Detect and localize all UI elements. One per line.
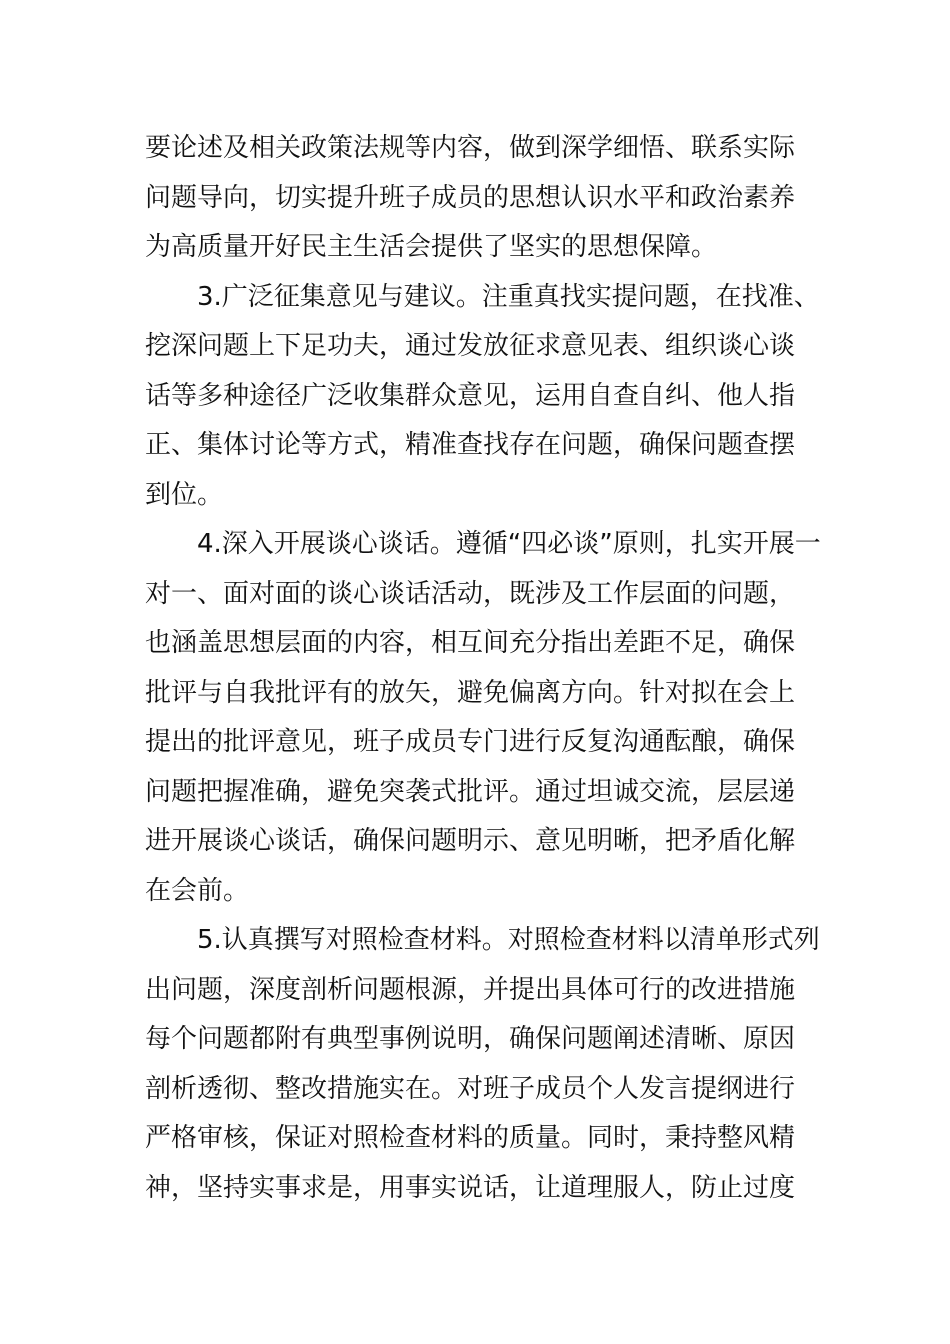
text-line: 在会前。 (145, 875, 250, 906)
text-line: 正、集体讨论等方式，精准查找存在问题，确保问题查摆 (145, 430, 796, 460)
text-line: 每个问题都附有典型事例说明，确保问题阐述清晰、原因 (145, 1024, 796, 1054)
text-line: 为高质量开好民主生活会提供了坚实的思想保障。 (145, 232, 718, 262)
text-line: 进开展谈心谈话，确保问题明示、意见明晰，把矛盾化解 (145, 826, 796, 856)
text-line: 提出的批评意见，班子成员专门进行反复沟通酝酿，确保 (145, 727, 796, 757)
text-line: 剖析透彻、整改措施实在。对班子成员个人发言提纲进行 (145, 1073, 796, 1104)
text-line: 话等多种途径广泛收集群众意见，运用自查自纠、他人指 (145, 380, 796, 411)
text-line: 对一、面对面的谈心谈话活动，既涉及工作层面的问题， (145, 578, 796, 609)
paragraph-first-line: 5.认真撰写对照检查材料。对照检查材料以清单形式列 (197, 925, 820, 955)
text-line: 挖深问题上下足功夫，通过发放征求意见表、组织谈心谈 (145, 331, 796, 361)
text-line: 严格审核，保证对照检查材料的质量。同时，秉持整风精 (145, 1123, 796, 1153)
paragraph-first-line: 3.广泛征集意见与建议。注重真找实提问题，在找准、 (197, 281, 820, 312)
text-line: 问题把握准确，避免突袭式批评。通过坦诚交流，层层递 (145, 776, 796, 807)
paragraph-first-line: 4.深入开展谈心谈话。遵循“四必谈”原则，扎实开展一 (197, 529, 821, 559)
text-line: 问题导向，切实提升班子成员的思想认识水平和政治素养 (145, 182, 796, 213)
paragraph-5 (145, 916, 820, 1213)
paragraph-1-continuation (145, 124, 815, 273)
document-body (145, 124, 821, 1213)
text-line: 也涵盖思想层面的内容，相互间充分指出差距不足，确保 (145, 628, 796, 658)
text-line: 要论述及相关政策法规等内容，做到深学细悟、联系实际 (145, 133, 796, 163)
text-line: 批评与自我批评有的放矢，避免偏离方向。针对拟在会上 (145, 677, 796, 708)
text-line: 到位。 (145, 479, 224, 510)
text-line: 神，坚持实事求是，用事实说话，让道理服人，防止过度 (145, 1172, 796, 1203)
paragraph-4 (145, 520, 821, 916)
text-line: 出问题，深度剖析问题根源，并提出具体可行的改进措施 (145, 974, 796, 1005)
paragraph-3 (145, 273, 820, 521)
